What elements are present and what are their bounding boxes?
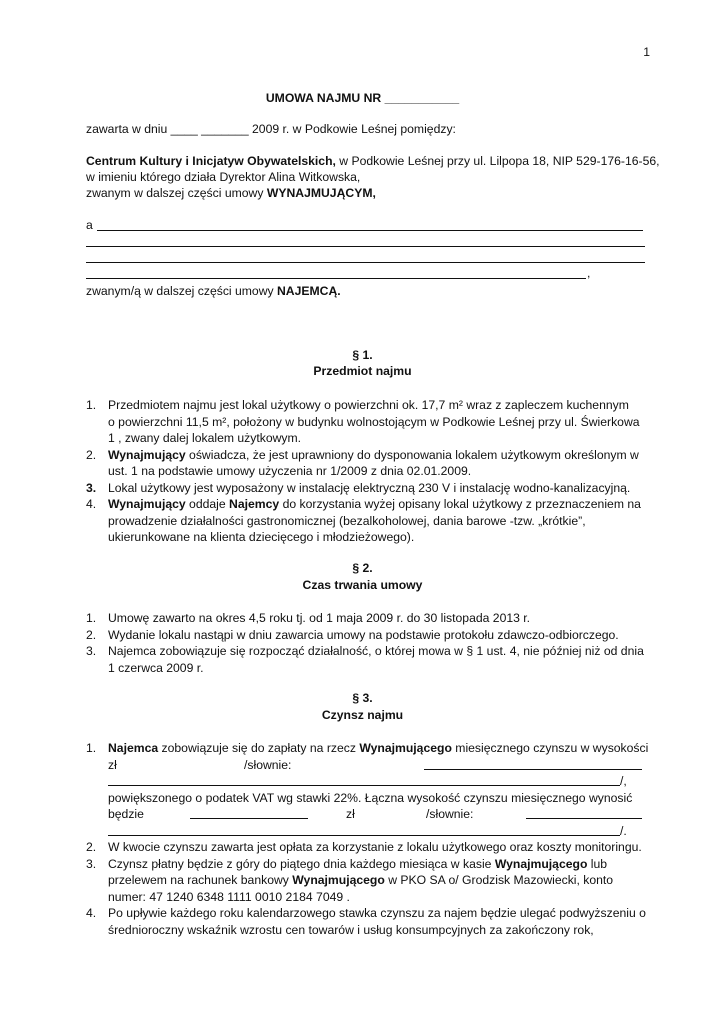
- rent-amount-row: [108, 757, 646, 774]
- list-text: o powierzchni 11,5 m², położony w budynku wolnostojącym w Podkowie Leśnej przy ul. Świerkowa: [108, 414, 640, 429]
- tenant-role-text: zwanym/ą w dalszej części umowy: [86, 284, 277, 298]
- section-3-sign: § 3.: [352, 691, 373, 705]
- list-number: 3.: [86, 644, 97, 658]
- page-number: 1: [643, 45, 650, 59]
- list-item: [86, 397, 646, 447]
- landlord-line-1: [86, 154, 660, 168]
- party-name: Najemca: [108, 741, 159, 755]
- list-item: [86, 740, 649, 839]
- in-words-label: /słownie:: [426, 807, 474, 821]
- line-end: /.: [620, 823, 627, 838]
- list-number: 1.: [86, 398, 97, 412]
- landlord-address: w Podkowie Leśnej przy ul. Lilpopa 18, NIP 529-176-16-56,: [335, 154, 660, 168]
- list-text: lub: [587, 856, 608, 871]
- list-text: przelewem na rachunek bankowy: [108, 873, 293, 887]
- list-text: ukierunkowane na klienta dziecięcego i młodzieżowego).: [108, 530, 415, 544]
- list-text: 1 czerwca 2009 r.: [108, 660, 204, 675]
- list-text: Najemca zobowiązuje się rozpocząć działalność, o której mowa w § 1 ust. 4, nie później niż od dnia: [108, 644, 644, 658]
- list-text: miesięcznego czynszu w wysokości: [451, 741, 649, 755]
- rent-continuation-row: [108, 773, 646, 790]
- list-item: [86, 627, 646, 644]
- tenant-blank-line-3: [86, 262, 645, 263]
- tenant-blank-line-4: [86, 278, 586, 279]
- total-continuation-row: [108, 823, 646, 840]
- in-words-label: /słownie:: [244, 757, 292, 772]
- list-number: 2.: [86, 447, 97, 462]
- landlord-line-3: [86, 186, 376, 200]
- tenant-role: NAJEMCĄ.: [277, 284, 341, 298]
- list-text: powiększonego o podatek VAT wg stawki 22%. Łączna wysokość czynszu miesięcznego wynosić: [108, 790, 633, 805]
- list-text: 1 , zwany dalej lokalem użytkowym.: [108, 431, 302, 445]
- list-text: Lokal użytkowy jest wyposażony w instalację elektryczną 230 V i instalację wodno-kanalizacyjną.: [108, 480, 631, 495]
- tenant-a-label: a: [86, 218, 93, 232]
- list-text: Przedmiotem najmu jest lokal użytkowy o powierzchni ok. 17,7 m² wraz z zapleczem kuchennym: [108, 398, 629, 412]
- total-amount-blank[interactable]: [190, 807, 308, 819]
- contract-title: UMOWA NAJMU NR ___________: [265, 91, 460, 105]
- list-text: zobowiązuje się do zapłaty na rzecz: [158, 741, 360, 755]
- list-text: Umowę zawarto na okres 4,5 roku tj. od 1 maja 2009 r. do 30 listopada 2013 r.: [108, 611, 531, 625]
- list-text: oświadcza, że jest uprawniony do dysponowania lokalem użytkowym określonym w: [185, 447, 639, 462]
- section-1-list: [86, 397, 646, 546]
- list-number: 2.: [86, 627, 97, 642]
- list-number: 1.: [86, 611, 97, 625]
- rent-continuation-blank[interactable]: [108, 774, 620, 786]
- list-text: ust. 1 na podstawie umowy użyczenia nr 1/2009 z dnia 02.01.2009.: [108, 464, 472, 478]
- list-text: w PKO SA o/ Grodzisk Mazowiecki, konto: [384, 873, 614, 887]
- list-text: W kwocie czynszu zawarta jest opłata za korzystanie z lokalu użytkowego oraz koszty monitoringu.: [108, 840, 642, 854]
- list-item: [86, 856, 646, 906]
- tenant-blank-line-1: [97, 230, 643, 231]
- party-name: Wynajmujący: [108, 447, 186, 462]
- list-number: 4.: [86, 906, 97, 920]
- line-end: /,: [620, 774, 627, 788]
- intro-line: zawarta w dniu ____ _______ 2009 r. w Podkowie Leśnej pomiędzy:: [86, 122, 456, 136]
- tenant-role-line: [86, 284, 341, 298]
- landlord-line-2: w imieniu którego działa Dyrektor Alina Witkowska,: [86, 170, 361, 184]
- list-item: [86, 480, 646, 497]
- total-continuation-blank[interactable]: [108, 824, 620, 836]
- section-1-sign: § 1.: [352, 348, 373, 362]
- landlord-role: WYNAJMUJĄCYM,: [266, 186, 376, 200]
- list-number: 3.: [86, 856, 97, 871]
- total-amount-row: [108, 806, 646, 823]
- party-name: Wynajmującego: [292, 873, 385, 887]
- list-text: Czynsz płatny będzie z góry do piątego dnia każdego miesiąca w kasie: [108, 856, 495, 871]
- list-text: średnioroczny wskaźnik wzrostu cen towarów i usług konsumpcyjnych za zakończony rok,: [108, 922, 594, 937]
- list-number: 1.: [86, 741, 97, 755]
- section-3-heading: Czynsz najmu: [321, 708, 404, 722]
- total-in-words-blank[interactable]: [526, 807, 642, 819]
- bank-account-number: numer: 47 1240 6348 1111 0010 2184 7049 .: [108, 889, 350, 904]
- list-number: 2.: [86, 840, 97, 854]
- landlord-role-text: zwanym w dalszej części umowy: [86, 186, 267, 200]
- list-text: oddaje: [185, 497, 230, 511]
- list-text: będzie: [108, 807, 144, 821]
- currency-label: zł: [346, 807, 355, 821]
- list-text: do korzystania wyżej opisany lokal użytkowy z przeznaczeniem na: [279, 497, 641, 511]
- list-item: [86, 496, 646, 546]
- list-text: Wydanie lokalu nastąpi w dniu zawarcia umowy na podstawie protokołu zdawczo-odbiorczego.: [108, 627, 619, 642]
- tenant-blank-line-2: [86, 246, 645, 247]
- list-item: [86, 643, 646, 676]
- section-1-heading: Przedmiot najmu: [313, 364, 412, 378]
- party-name: Najemcy: [229, 497, 280, 511]
- rent-in-words-blank[interactable]: [424, 758, 642, 770]
- list-item: [86, 839, 646, 856]
- list-number: 3.: [86, 480, 97, 495]
- currency-label: zł: [108, 757, 117, 772]
- party-name: Wynajmującego: [494, 856, 588, 871]
- section-2-list: [86, 610, 646, 676]
- list-text: Po upływie każdego roku kalendarzowego stawka czynszu za najem będzie ulegać podwyższeniu o: [108, 906, 646, 920]
- party-name: Wynajmujący: [108, 497, 186, 511]
- list-item: [86, 610, 646, 627]
- section-2-heading: Czas trwania umowy: [302, 578, 423, 592]
- list-text: prowadzenie działalności gastronomicznej (bezalkoholowej, dania barowe -tzw. „krótkie”,: [108, 513, 586, 528]
- section-2-sign: § 2.: [352, 561, 373, 575]
- list-item: [86, 447, 646, 480]
- tenant-line-end: ,: [587, 266, 591, 280]
- landlord-name: Centrum Kultury i Inicjatyw Obywatelskich,: [86, 154, 336, 168]
- party-name: Wynajmującego: [359, 741, 452, 755]
- list-number: 4.: [86, 497, 97, 511]
- section-3-list: [86, 740, 649, 938]
- list-item: [86, 905, 646, 938]
